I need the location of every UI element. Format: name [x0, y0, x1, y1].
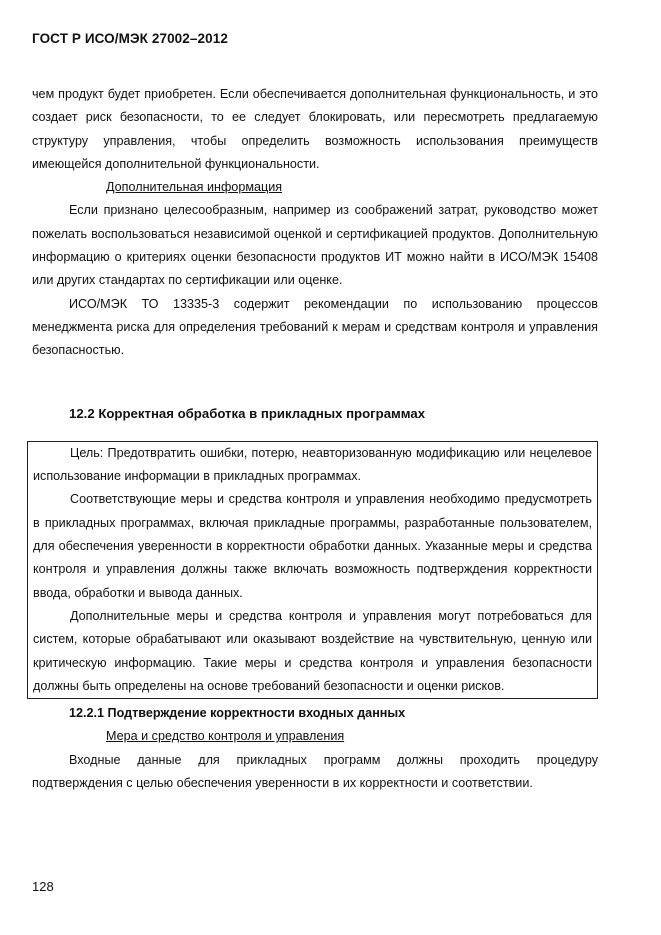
section-12-2-heading: 12.2 Корректная обработка в прикладных программах	[69, 405, 426, 421]
controls-paragraph: Соответствующие меры и средства контроля и управления необходимо предусмотреть в прикладных программах, включая прикладные программы, разработанные пользователем, для обеспечения уверенности в корректности обработки данных. Указанные меры и средства контроля и управления должны также включать возможность подтверждения корректности ввода, обработки и вывода данных.	[33, 492, 592, 600]
page-number: 128	[32, 879, 54, 894]
objective-paragraph: Цель: Предотвратить ошибки, потерю, неавторизованную модификацию или нецелевое использование информации в прикладных программах.	[33, 445, 592, 484]
objective-box	[27, 441, 598, 699]
additional-controls-paragraph: Дополнительные меры и средства контроля и управления могут потребоваться для систем, которые обрабатывают или оказывают воздействие на чувствительную, ценную или критическую информацию. Такие меры и средства контроля и управления безопасности должны быть определены на основе требований безопасности и оценки рисков.	[33, 608, 592, 693]
control-label: Мера и средство контроля и управления	[106, 729, 345, 744]
certification-paragraph: Если признано целесообразным, например из соображений затрат, руководство может пожелать воспользоваться независимой оценкой и сертификацией продуктов. Дополнительную информацию о критериях оценки безопасности продуктов ИТ можно найти в ИСО/МЭК 15408 или других стандартах по сертификации или оценке.	[32, 203, 598, 288]
control-subheading	[32, 725, 598, 748]
risk-management-paragraph: ИСО/МЭК ТО 13335-3 содержит рекомендации по использованию процессов менеджмента риска для определения требований к мерам и средствам контроля и управления безопасностью.	[32, 296, 598, 358]
input-validation-paragraph: Входные данные для прикладных программ должны проходить процедуру подтверждения с целью обеспечения уверенности в их корректности и соответствии.	[32, 752, 598, 791]
section-12-2-1-heading: 12.2.1 Подтверждение корректности входных данных	[69, 706, 406, 721]
page-content	[32, 83, 598, 795]
continuation-paragraph: чем продукт будет приобретен. Если обеспечивается дополнительная функциональность, и это создает риск безопасности, то ее следует блокировать, или пересмотреть предлагаемую структуру управления, чтобы определить возможность использования преимуществ имеющейся дополнительной функциональности.	[32, 87, 598, 171]
additional-info-subheading	[32, 176, 598, 199]
additional-info-label: Дополнительная информация	[106, 180, 283, 195]
document-header: ГОСТ Р ИСО/МЭК 27002–2012	[32, 31, 228, 46]
